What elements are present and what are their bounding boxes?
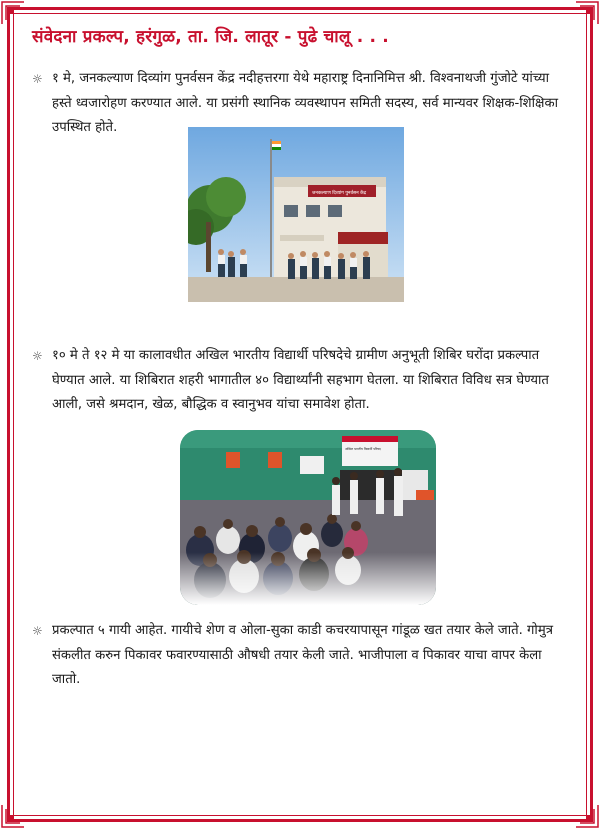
- sun-bullet-icon: ☼: [32, 349, 43, 363]
- page-title: संवेदना प्रकल्प, हरंगुळ, ता. जि. लातूर - पुढे चालू . . .: [32, 27, 389, 47]
- building-signboard: जनकल्याण दिव्यांग पुनर्वसन केंद्र: [312, 191, 367, 196]
- sun-bullet-icon: ☼: [32, 72, 43, 86]
- corner-ornament: [0, 0, 26, 26]
- paragraph-text: १० मे ते १२ मे या कालावधीत अखिल भारतीय विद्यार्थी परिषदेचे ग्रामीण अनुभूती शिबिर घरोंदा प्रकल्पात घेण्यात आले. या शिबिरात शहरी भागातील ४० विद्यार्थ्यांनी सहभाग घेतला. या शिबिरात विविध सत्र घेण्यात आली, जसे श्रमदान, खेळ, बौद्धिक व स्वानुभव यांचा समावेश होता.: [52, 348, 549, 412]
- paragraph-rural-camp: [32, 344, 562, 418]
- corner-ornament: [0, 803, 26, 829]
- flag-hoisting-photo: [188, 127, 404, 302]
- camp-session-photo: [180, 430, 436, 605]
- corner-ornament: [574, 803, 600, 829]
- paragraph-text: १ मे, जनकल्याण दिव्यांग पुनर्वसन केंद्र नदीहत्तरगा येथे महाराष्ट्र दिनानिमित्त श्री. विश्वनाथजी गुंजोटे यांच्या हस्ते ध्वजारोहण करण्यात आले. या प्रसंगी स्थानिक व्यवस्थापन समिती सदस्य, सर्व मान्यवर शिक्षक-शिक्षिका उपस्थित होते.: [52, 71, 559, 135]
- paragraph-text: प्रकल्पात ५ गायी आहेत. गायीचे शेण व ओला-सुका काडी कचरयापासून गांडूळ खत तयार केले जाते. गोमुत्र संकलीत करुन पिकावर फवारण्यासाठी औषधी तयार केली जाते. भाजीपाला व पिकावर याचा वापर केला जातो.: [52, 623, 554, 687]
- corner-ornament: [574, 0, 600, 26]
- paragraph-vermicompost: [32, 619, 562, 693]
- sun-bullet-icon: ☼: [32, 624, 43, 638]
